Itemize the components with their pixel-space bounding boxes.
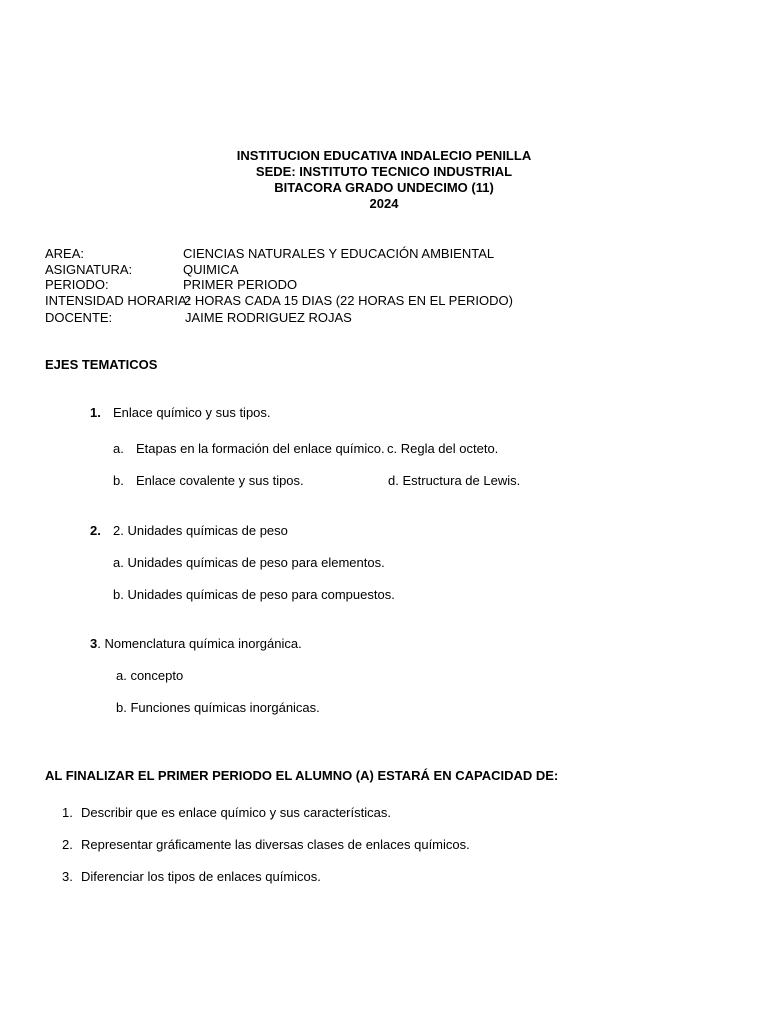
topic-3-line [90,636,302,652]
topic-3a-text: a. concepto [116,668,184,683]
objectives-heading: AL FINALIZAR EL PRIMER PERIODO EL ALUMNO (A) ESTARÁ EN CAPACIDAD DE: [45,768,559,783]
header-institution: INSTITUCION EDUCATIVA INDALECIO PENILLA [236,148,532,163]
objective-2-number: 2. [62,837,73,852]
period-value: PRIMER PERIODO [183,277,298,292]
hours-label: INTENSIDAD HORARIA: [45,293,191,308]
topic-1b-text: Enlace covalente y sus tipos. [136,473,304,488]
objective-2-text: Representar gráficamente las diversas clases de enlaces químicos. [81,837,470,852]
objective-3-number: 3. [62,869,73,884]
teacher-label: DOCENTE: [45,310,113,325]
topic-3-text: . Nomenclatura química inorgánica. [97,636,302,651]
area-label: AREA: [45,246,85,261]
objective-3-text: Diferenciar los tipos de enlaces químicos. [81,869,321,884]
topic-1d-text: d. Estructura de Lewis. [388,473,521,488]
topic-1-number: 1. [90,405,101,420]
topic-1c-text: c. Regla del octeto. [387,441,499,456]
ejes-heading: EJES TEMATICOS [45,357,158,372]
header-year: 2024 [369,196,399,211]
document-header [0,148,768,212]
hours-value: 2 HORAS CADA 15 DIAS (22 HORAS EN EL PERIODO) [184,293,513,308]
objective-1-number: 1. [62,805,73,820]
period-label: PERIODO: [45,277,109,292]
topic-1a-letter: a. [113,441,124,456]
topic-1-text: Enlace químico y sus tipos. [113,405,271,420]
topic-1b-letter: b. [113,473,124,488]
area-value: CIENCIAS NATURALES Y EDUCACIÓN AMBIENTAL [183,246,495,261]
teacher-value: JAIME RODRIGUEZ ROJAS [185,310,352,325]
topic-3-number: 3 [90,636,98,651]
topic-2-text: 2. Unidades químicas de peso [113,523,288,538]
header-log-title: BITACORA GRADO UNDECIMO (11) [274,180,494,195]
objective-1-text: Describir que es enlace químico y sus características. [81,805,391,820]
topic-1a-text: Etapas en la formación del enlace químico. [136,441,385,456]
topic-2b-text: b. Unidades químicas de peso para compuestos. [113,587,395,602]
subject-value: QUIMICA [183,262,239,277]
topic-2-number: 2. [90,523,101,538]
topic-2a-text: a. Unidades químicas de peso para elementos. [113,555,385,570]
header-site: SEDE: INSTITUTO TECNICO INDUSTRIAL [255,164,513,179]
subject-label: ASIGNATURA: [45,262,133,277]
topic-3b-text: b. Funciones químicas inorgánicas. [116,700,320,715]
